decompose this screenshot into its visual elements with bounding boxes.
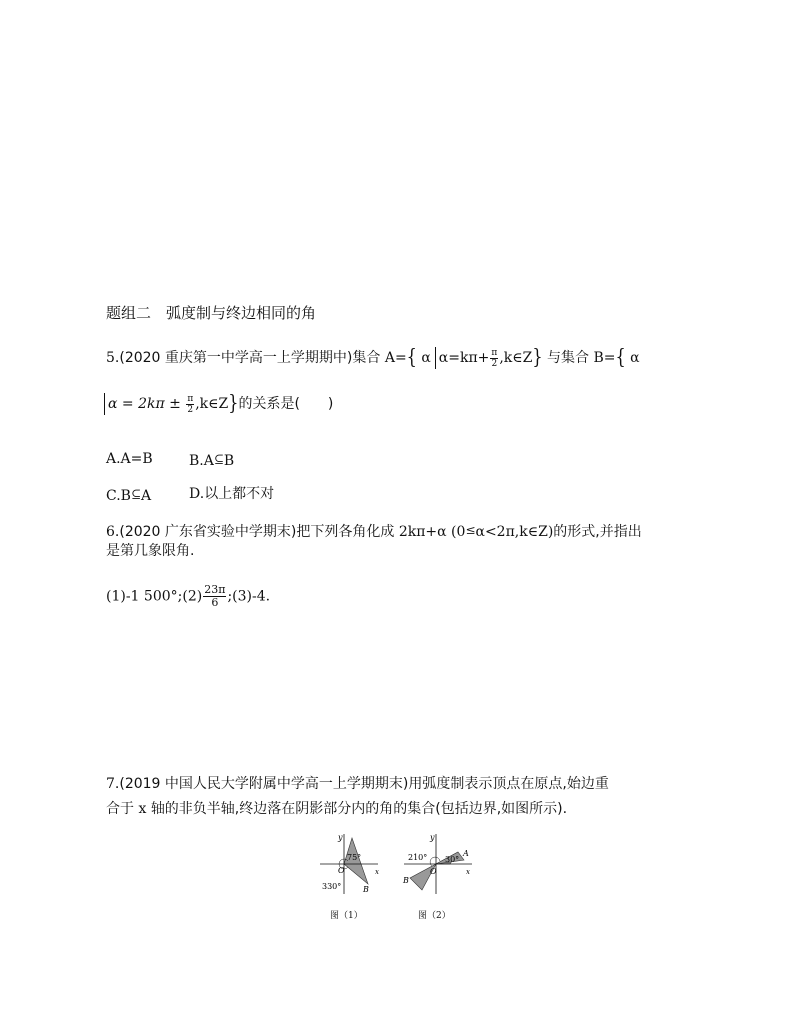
figure-2-y-label: y [430,833,435,842]
question-6-line-2: 是第几象限角. [106,543,195,559]
option-a: A.A=B [106,451,153,467]
section-title: 题组二 弧度制与终边相同的角 [106,304,317,322]
q6-source: (2020 广东省实验中学期末) [119,524,297,540]
q5-text-3: 的关系是( ) [238,396,334,412]
set-a-kz: ,k∈Z [499,350,533,366]
figure-1-angle-330: 330° [322,882,342,891]
question-6-line-1: 6.(2020 广东省实验中学期末)把下列各角化成 2kπ+α (0≤α<2π,k∈Z)的形式,并指出 [106,523,642,540]
option-b: B.A⊆B [189,452,235,469]
q7-source: (2019 中国人民大学附属中学高一上学期期末) [119,776,409,792]
frac-23pi-6: $\frac{23\pi}{6}$ [204,583,226,609]
subset-symbol: ⊆ [213,452,224,466]
figure-1-diagram [318,830,380,896]
set-a-condition: α=kπ+ [438,350,490,366]
q5-text-2: 与集合 [546,350,589,366]
set-a-prefix: A= [384,350,407,366]
set-b-condition: α = 2kπ ± [108,396,181,412]
subset-symbol-c: ⊆ [130,487,142,501]
pi-over-2-b: $\frac{\pi}{2}$ [187,393,194,415]
set-b-alpha: α [630,350,640,366]
pi-over-2-a: $\frac{\pi}{2}$ [491,347,498,369]
set-b-kz: ,k∈Z [195,396,229,412]
figure-2-point-a: A [463,849,469,858]
figure-2-caption: 图（2） [418,911,451,921]
figure-2-origin-label: O [430,867,437,876]
figure-2-point-b: B [403,876,409,885]
figure-2-diagram [400,830,474,896]
set-a-alpha: α [421,350,431,366]
question-6-parts: (1)-1 500°;(2) $\frac{23\pi}{6}$ ;(3)-4. [106,583,271,609]
question-5-line-1: 5.(2020 重庆第一中学高一上学期期中)集合 A={ α α=kπ+ $\frac{\pi}{2}$ ,k∈Z} 与集合 B={ α [106,344,640,369]
set-b-prefix: B= [593,350,616,366]
q6-formula: 2kπ+α (0 [398,524,466,540]
figure-2-x-label: x [466,868,470,876]
q5-text-1: 集合 [352,350,381,366]
figure-1-caption: 图（1） [330,911,363,921]
x-variable: x [138,801,147,817]
q5-source: (2020 重庆第一中学高一上学期期中) [119,350,353,366]
q5-number: 5. [106,350,120,366]
option-c: C.B⊆A [106,487,152,504]
figure-1-angle-75: 75° [347,853,362,862]
figure-1-x-label: x [375,868,379,876]
figure-1-origin-label: O [338,866,345,875]
question-7-line-2: 合于 x 轴的非负半轴,终边落在阴影部分内的角的集合(包括边界,如图所示). [106,801,568,817]
question-5-line-2: α = 2kπ ± $\frac{\pi}{2}$ ,k∈Z}的关系是( ) [104,393,333,415]
figure-2-angle-30: 30° [445,855,460,864]
option-d: D.以上都不对 [189,486,275,502]
figure-1-point-b: B [363,885,369,894]
figure-1-y-label: y [338,833,343,842]
question-7-line-1: 7.(2019 中国人民大学附属中学高一上学期期末)用弧度制表示顶点在原点,始边重 [106,776,609,792]
figure-2-angle-210: 210° [408,853,428,862]
